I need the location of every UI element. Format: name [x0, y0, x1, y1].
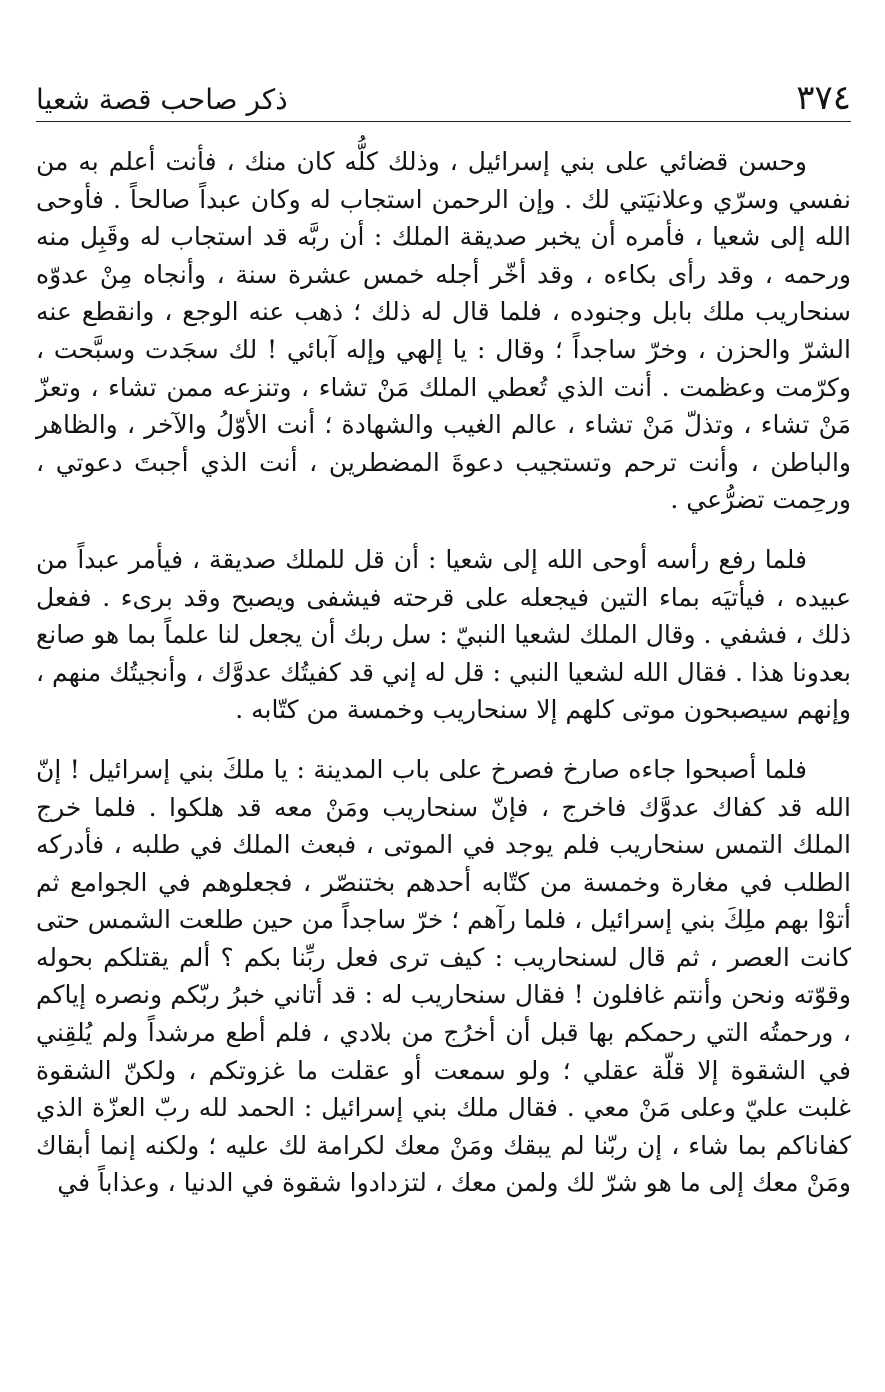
paragraph-3: فلما أصبحوا جاءه صارخ فصرخ على باب المدينة : يا ملكَ بني إسرائيل ! إنّ الله قد كفاك عدوَّك فاخرج ، فإنّ سنحاريب ومَنْ معه قد هلكوا . فلما خرج الملك التمس سنحاريب فلم يوجد في الموتى ، فبعث الملك في طلبه ، فأدركه الطلب في مغارة وخمسة من كتّابه أحدهم بختنصّر ، فجعلوهم في الجوامع ثم أتوْا بهم ملِكَ بني إسرائيل ، فلما رآهم ؛ خرّ ساجداً من حين طلعت الشمس حتى كانت العصر ، ثم قال لسنحاريب : كيف ترى فعل ربِّنا بكم ؟ ألم يقتلكم بحوله وقوّته ونحن وأنتم غافلون ! فقال سنحاريب له : قد أتاني خبرُ ربّكم ونصره إياكم ، ورحمتُه التي رحمكم بها قبل أن أخرُج من بلادي ، فلم أطع مرشداً ولم يُلقِني في الشقوة إلا قلّة عقلي ؛ ولو سمعت أو عقلت ما غزوتكم ، ولكنّ الشقوة غلبت عليّ وعلى مَنْ معي . فقال ملك بني إسرائيل : الحمد لله ربّ العزّة الذي كفاناكم بما شاء ، إن ربّنا لم يبقك ومَنْ معك لكرامة لك عليه ؛ ولكنه إنما أبقاك ومَنْ معك إلى ما هو شرّ لك ولمن معك ، لتزدادوا شقوة في الدنيا ، وعذاباً في: [36, 754, 851, 1198]
paragraph-2: فلما رفع رأسه أوحى الله إلى شعيا : أن قل للملك صديقة ، فيأمر عبداً من عبيده ، فيأتيَه بماء التين فيجعله على قرحته فيشفى ويصبح وقد برىء . ففعل ذلك ، فشفي . وقال الملك لشعيا النبيّ : سل ربك أن يجعل لنا علماً بما هو صانع بعدونا هذا . فقال الله لشعيا النبي : قل له إني قد كفيتُك عدوَّك ، وأنجيتُك منهم ، وإنهم سيصبحون موتى كلهم إلا سنحاريب وخمسة من كتّابه .: [36, 544, 851, 725]
body-text: [36, 143, 851, 1202]
page-number: ٣٧٤: [796, 78, 851, 118]
page-header: [36, 70, 851, 122]
header-rule: [36, 121, 851, 122]
paragraph-1: وحسن قضائي على بني إسرائيل ، وذلك كلُّه كان منك ، فأنت أعلم به من نفسي وسرّي وعلانيَتي لك . وإن الرحمن استجاب له وكان عبداً صالحاً . فأوحى الله إلى شعيا ، فأمره أن يخبر صديقة الملك : أن ربَّه قد استجاب له وقَبِل منه ورحمه ، وقد رأى بكاءه ، وقد أخّر أجله خمس عشرة سنة ، وأنجاه مِنْ عدوّه سنحاريب ملك بابل وجنوده ، فلما قال له ذلك ؛ ذهب عنه الوجع ، وانقطع عنه الشرّ والحزن ، وخرّ ساجداً ؛ وقال : يا إلهي وإله آبائي ! لك سجَدت وسبَّحت ، وكرّمت وعظمت . أنت الذي تُعطي الملك مَنْ تشاء ، وتنزعه ممن تشاء ، وتعزّ مَنْ تشاء ، وتذلّ مَنْ تشاء ، عالم الغيب والشهادة ؛ أنت الأوّلُ والآخر ، والظاهر والباطن ، وأنت ترحم وتستجيب دعوةَ المضطرين ، أنت الذي أجبتَ دعوتي ، ورحِمت تضرُّعي .: [36, 147, 851, 515]
running-head: ذكر صاحب قصة شعيا: [36, 83, 288, 116]
